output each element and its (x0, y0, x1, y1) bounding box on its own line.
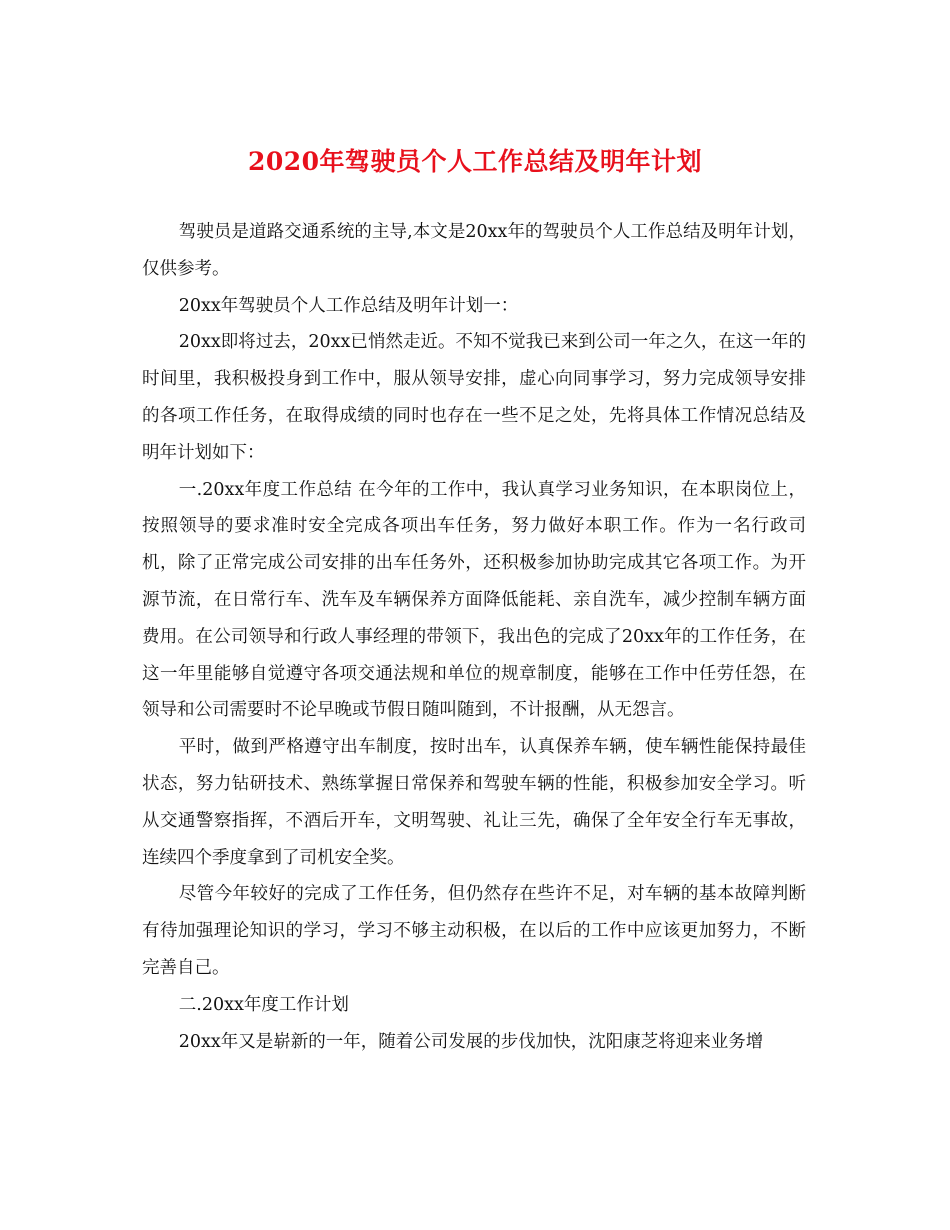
document-body (142, 214, 806, 1060)
document-title: 2020年驾驶员个人工作总结及明年计划 (247, 147, 703, 176)
paragraph-shortcomings: 尽管今年较好的完成了工作任务，但仍然存在些许不足，对车辆的基本故障判断有待加强理论知识的学习，学习不够主动积极，在以后的工作中应该更加努力，不断完善自己。 (142, 884, 806, 978)
paragraph-plan-heading: 二.20xx年度工作计划 (178, 994, 349, 1015)
paragraph-opening: 20xx即将过去，20xx已悄然走近。不知不觉我已来到公司一年之久，在这一年的时间里，我积极投身到工作中，服从领导安排，虚心向同事学习，努力完成领导安排的各项工作任务，在取得成绩的同时也存在一些不足之处，先将具体工作情况总结及明年计划如下： (142, 332, 806, 463)
paragraph-subtitle-one: 20xx年驾驶员个人工作总结及明年计划一： (178, 295, 519, 316)
paragraph-plan-start: 20xx年又是崭新的一年，随着公司发展的步伐加快，沈阳康芝将迎来业务增 (178, 1031, 764, 1052)
paragraph-annual-summary: 一.20xx年度工作总结 在今年的工作中，我认真学习业务知识，在本职岗位上，按照领导的要求准时安全完成各项出车任务，努力做好本职工作。作为一名行政司机，除了正常完成公司安排的出车任务外，还积极参加协助完成其它各项工作。为开源节流，在日常行车、洗车及车辆保养方面降低能耗、亲自洗车，减少控制车辆方面费用。在公司领导和行政人事经理的带领下，我出色的完成了20xx年的工作任务，在这一年里能够自觉遵守各项交通法规和单位的规章制度，能够在工作中任劳任怨，在领导和公司需要时不论早晚或节假日随叫随到，不计报酬，从无怨言。 (142, 479, 806, 721)
paragraph-daily-work: 平时，做到严格遵守出车制度，按时出车，认真保养车辆，使车辆性能保持最佳状态，努力钻研技术、熟练掌握日常保养和驾驶车辆的性能，积极参加安全学习。听从交通警察指挥，不酒后开车，文明驾驶、礼让三先，确保了全年安全行车无事故，连续四个季度拿到了司机安全奖。 (142, 737, 806, 868)
paragraph-intro: 驾驶员是道路交通系统的主导,本文是20xx年的驾驶员个人工作总结及明年计划，仅供参考。 (142, 222, 806, 279)
